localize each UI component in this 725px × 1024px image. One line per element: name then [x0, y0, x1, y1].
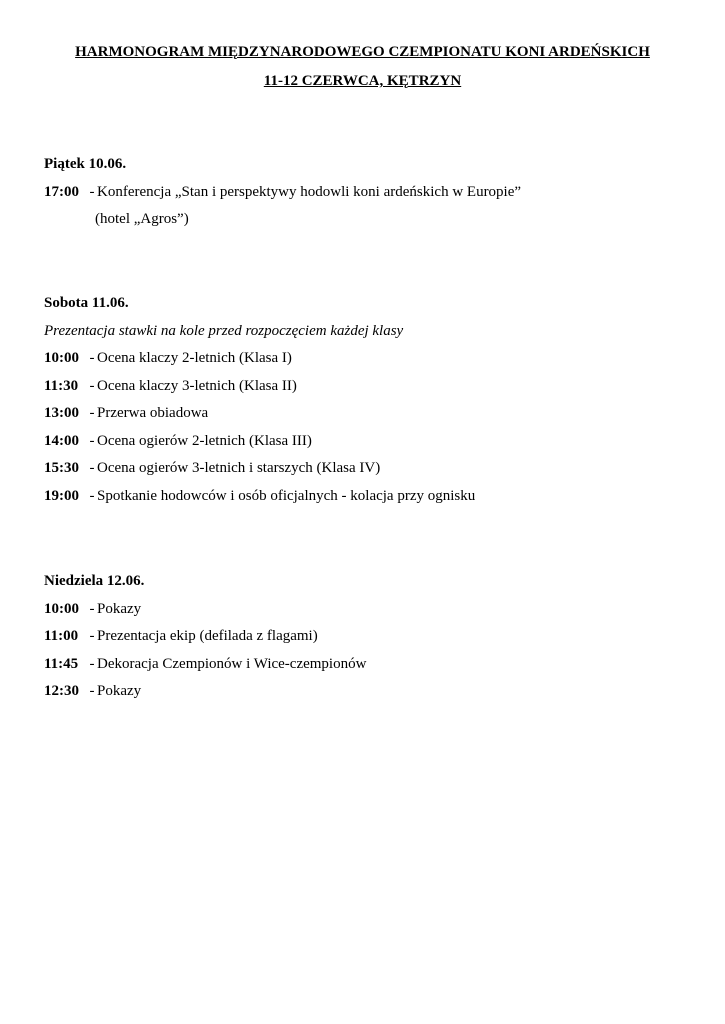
schedule-dash: - — [89, 683, 95, 699]
schedule-description: Ocena klaczy 3-letnich (Klasa II) — [97, 377, 297, 394]
schedule-row — [44, 681, 684, 709]
schedule-row — [44, 626, 684, 654]
schedule-row — [44, 182, 684, 210]
schedule-time: 17:00 — [44, 183, 79, 200]
schedule-time: 11:45 — [44, 655, 79, 672]
schedule-time: 14:00 — [44, 432, 79, 449]
schedule-row — [44, 599, 684, 627]
schedule-row — [44, 654, 684, 682]
schedule-description: Ocena ogierów 3-letnich i starszych (Klasa IV) — [97, 460, 381, 476]
schedule-time: 12:30 — [44, 683, 79, 699]
schedule-dash: - — [89, 405, 95, 421]
schedule-description: Dekoracja Czempionów i Wice-czempionów — [97, 655, 367, 672]
schedule-time: 11:00 — [44, 628, 79, 644]
schedule-dash: - — [89, 655, 95, 672]
document-subtitle: 11-12 CZERWCA, KĘTRZYN — [263, 73, 462, 89]
day-heading: Niedziela 12.06. — [44, 573, 145, 589]
day-section-saturday — [44, 293, 684, 513]
schedule-description: Pokazy — [97, 600, 142, 617]
schedule-row — [44, 348, 684, 376]
schedule-description: Spotkanie hodowców i osób oficjalnych - kolacja przy ognisku — [97, 487, 476, 504]
schedule-description: Prezentacja ekip (defilada z flagami) — [97, 628, 318, 644]
schedule-dash: - — [89, 460, 95, 476]
schedule-dash: - — [89, 432, 95, 449]
schedule-description: Ocena klaczy 2-letnich (Klasa I) — [97, 350, 292, 366]
schedule-dash: - — [89, 183, 95, 200]
schedule-time: 10:00 — [44, 350, 79, 366]
day-heading: Piątek 10.06. — [44, 156, 127, 172]
schedule-description: Ocena ogierów 2-letnich (Klasa III) — [97, 432, 312, 449]
day-note: Prezentacja stawki na kole przed rozpoczęciem każdej klasy — [44, 322, 404, 339]
schedule-description-continuation: (hotel „Agros”) — [95, 211, 189, 227]
schedule-time: 19:00 — [44, 487, 79, 504]
document-title: HARMONOGRAM MIĘDZYNARODOWEGO CZEMPIONATU KONI ARDEŃSKICH — [75, 44, 650, 60]
schedule-time: 15:30 — [44, 460, 79, 476]
schedule-description: Konferencja „Stan i perspektywy hodowli koni ardeńskich w Europie” — [97, 183, 522, 200]
schedule-time: 10:00 — [44, 600, 79, 617]
schedule-description: Przerwa obiadowa — [97, 405, 209, 421]
day-section-friday — [44, 154, 684, 237]
day-heading: Sobota 11.06. — [44, 295, 129, 311]
schedule-dash: - — [89, 600, 95, 617]
schedule-row — [44, 458, 684, 486]
schedule-dash: - — [89, 628, 95, 644]
schedule-row — [44, 431, 684, 459]
schedule-dash: - — [89, 487, 95, 504]
schedule-row — [44, 376, 684, 404]
day-section-sunday — [44, 571, 684, 709]
schedule-dash: - — [89, 377, 95, 394]
schedule-time: 13:00 — [44, 405, 79, 421]
schedule-description: Pokazy — [97, 683, 142, 699]
schedule-row — [44, 403, 684, 431]
schedule-dash: - — [89, 350, 95, 366]
schedule-time: 11:30 — [44, 377, 79, 394]
schedule-row — [44, 486, 684, 514]
